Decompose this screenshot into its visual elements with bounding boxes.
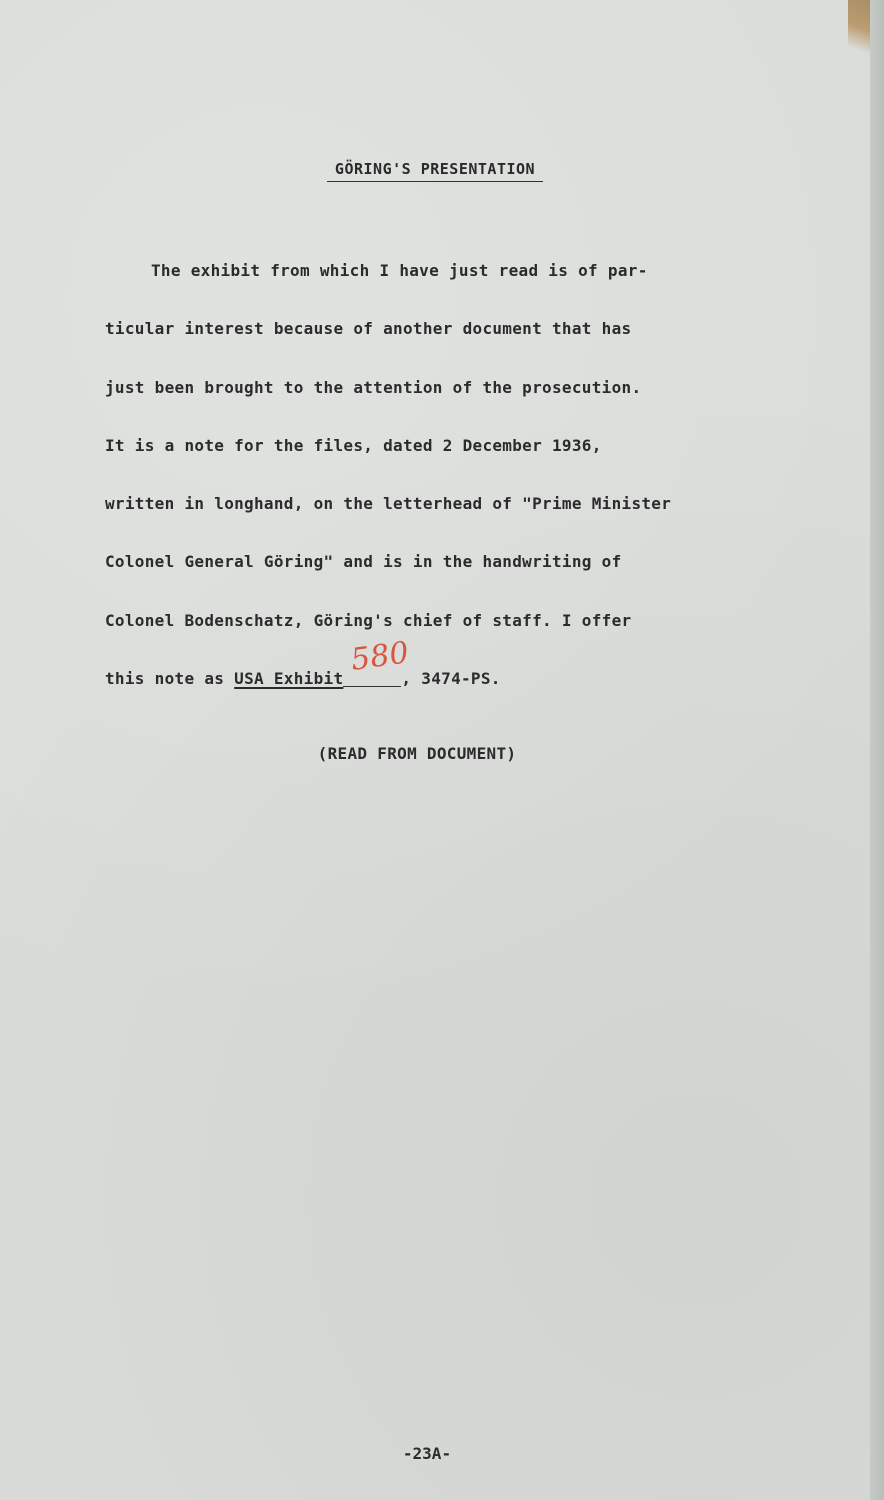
read-from-document-note: (READ FROM DOCUMENT) bbox=[317, 744, 517, 763]
paragraph-line-1: The exhibit from which I have just read is of par- bbox=[151, 261, 648, 280]
document-title-text: GÖRING'S PRESENTATION bbox=[334, 160, 536, 178]
last-line-suffix: , 3474-PS. bbox=[401, 669, 501, 689]
handwritten-exhibit-number: 580 bbox=[349, 635, 412, 678]
exhibit-label: USA Exhibit bbox=[234, 669, 344, 689]
paper-stain bbox=[848, 0, 870, 70]
paragraph-line-3: just been brought to the attention of the prosecution. bbox=[105, 377, 642, 397]
document-title bbox=[327, 158, 543, 182]
body-paragraph bbox=[105, 256, 795, 722]
page-edge bbox=[870, 0, 884, 1500]
paragraph-line-5: written in longhand, on the letterhead of "Prime Minister bbox=[105, 494, 672, 514]
last-line-prefix: this note as bbox=[105, 669, 235, 689]
paragraph-line-4: It is a note for the files, dated 2 December 1936, bbox=[105, 435, 602, 455]
page-number: -23A- bbox=[402, 1444, 452, 1463]
paragraph-line-2: ticular interest because of another document that has bbox=[105, 319, 632, 339]
paragraph-line-6: Colonel General Göring" and is in the handwriting of bbox=[105, 552, 622, 572]
paragraph-line-7: Colonel Bodenschatz, Göring's chief of staff. I offer bbox=[105, 610, 632, 630]
paragraph-line-8 bbox=[105, 635, 795, 722]
exhibit-number-blank bbox=[343, 635, 412, 687]
title-container bbox=[0, 158, 870, 182]
